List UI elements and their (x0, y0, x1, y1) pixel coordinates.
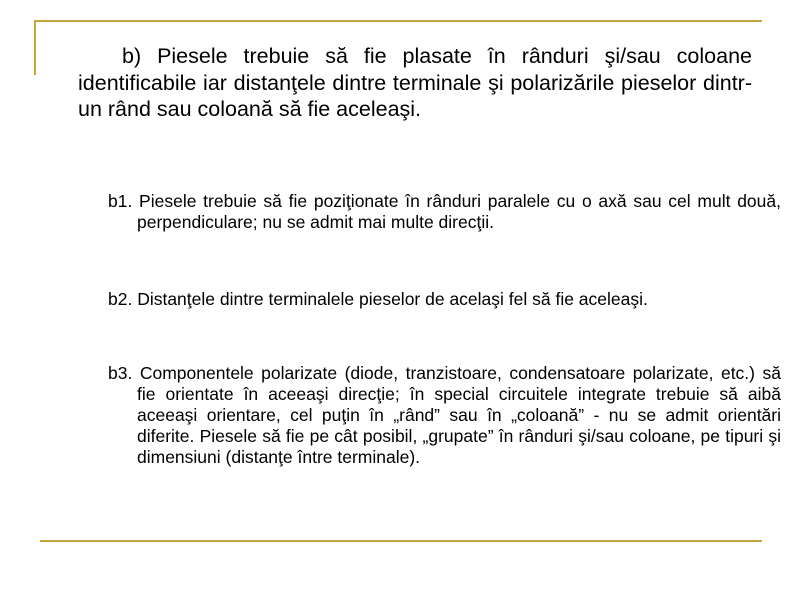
top-border-line (34, 20, 762, 22)
bottom-border-line (40, 540, 762, 542)
sub-point-b3: b3. Componentele polarizate (diode, tranzistoare, condensatoare polarizate, etc.) să fie orientate în aceeaşi direcţie; în special circuitele integrate trebuie să aibă aceeaşi orientare, cel puţin în „rând” sau în „coloană” - nu se admit orientări diferite. Piesele să fie pe cât posibil, „grupate” în rânduri şi/sau coloane, pe tipuri şi dimensiuni (distanţe între terminale). (108, 363, 781, 467)
sub-point-b2: b2. Distanţele dintre terminalele pieselor de acelaşi fel să fie aceleaşi. (108, 289, 648, 309)
main-point-paragraph: b) Piesele trebuie să fie plasate în rânduri şi/sau coloane identificabile iar distanţele dintre terminale şi polarizările pieselor dintr-un rând sau coloană să fie aceleaşi. (78, 44, 752, 121)
left-border-line (34, 20, 36, 75)
sub-point-b1: b1. Piesele trebuie să fie poziţionate în rânduri paralele cu o axă sau cel mult două, perpendiculare; nu se admit mai multe direcţii. (108, 191, 781, 232)
